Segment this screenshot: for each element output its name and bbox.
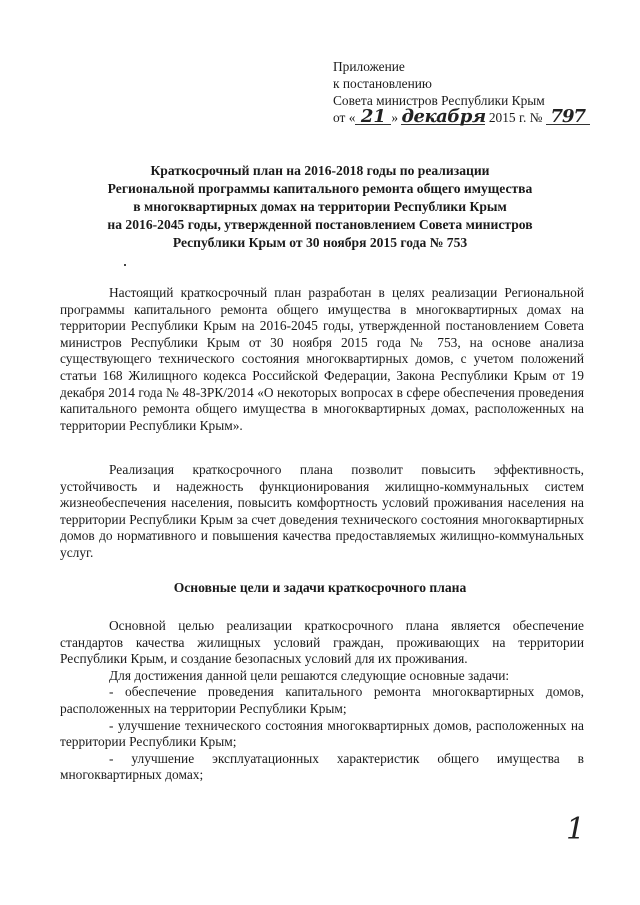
stray-mark bbox=[124, 264, 126, 266]
document-title bbox=[60, 162, 580, 252]
appendix-block bbox=[333, 58, 590, 126]
date-year: 2015 г. № bbox=[488, 110, 543, 125]
handwritten-month: декабря bbox=[401, 106, 486, 127]
handwritten-number: 797 bbox=[546, 110, 590, 125]
appendix-date-line bbox=[333, 106, 590, 127]
title-line: в многоквартирных домах на территории Республики Крым bbox=[133, 199, 507, 214]
date-mid: » bbox=[391, 110, 399, 125]
list-item: - обеспечение проведения капитального ремонта многоквартирных домов, расположенных на территории Республики Крым; bbox=[60, 684, 584, 716]
list-item: - улучшение эксплуатационных характеристик общего имущества в многоквартирных домах; bbox=[60, 750, 584, 783]
paragraph: Реализация краткосрочного плана позволит повысить эффективность, устойчивость и надежность функционирования жилищно-коммунальных систем жизнеобеспечения населения, повысить комфортность условий проживания населения на территории Республики Крым за счет доведения технического состояния многоквартирных домов до нормативного и повышения качества предоставляемых жилищно-коммунальных услуг. bbox=[60, 462, 584, 560]
goals-section bbox=[60, 618, 584, 784]
paragraph: Для достижения данной цели решаются следующие основные задачи: bbox=[109, 667, 510, 683]
handwritten-day: 21 bbox=[355, 110, 391, 125]
paragraph: Основной целью реализации краткосрочного плана является обеспечение стандартов качества жилищных условий граждан, проживающих на территории Республики Крым, и создание безопасных условий для их проживания. bbox=[60, 618, 584, 667]
page-number: 1 bbox=[566, 812, 586, 847]
appendix-line: Приложение bbox=[333, 59, 405, 74]
intro-section-2 bbox=[60, 462, 584, 562]
appendix-line: Совета министров Республики Крым bbox=[333, 93, 545, 108]
date-prefix: от « bbox=[333, 110, 356, 125]
paragraph: Настоящий краткосрочный план разработан в целях реализации Региональной программы капитального ремонта общего имущества в многоквартирных домах на территории Республики Крым на 2016-2045 годы, утвержденной постановлением Совета министров Республики Крым от 30 ноября 2015 года № 753, на основе анализа существующего технического состояния многоквартирных домов, с учетом положений статьи 168 Жилищного кодекса Российской Федерации, Закона Республики Крым от 19 декабря 2014 года № 48-ЗРК/2014 «О некоторых вопросах в сфере обеспечения проведения капитального ремонта общего имущества в многоквартирных домах, расположенных на территории Республики Крым». bbox=[60, 285, 584, 433]
title-line: Краткосрочный план на 2016-2018 годы по реализации bbox=[150, 163, 490, 178]
intro-section bbox=[60, 285, 584, 434]
title-line: на 2016-2045 годы, утвержденной постановлением Совета министров bbox=[107, 217, 533, 232]
title-line: Региональной программы капитального ремонта общего имущества bbox=[107, 181, 533, 196]
title-line: Республики Крым от 30 ноября 2015 года № 753 bbox=[172, 235, 468, 250]
list-item: - улучшение технического состояния многоквартирных домов, расположенных на территории Республики Крым; bbox=[60, 717, 584, 750]
appendix-line: к постановлению bbox=[333, 76, 432, 91]
section-heading: Основные цели и задачи краткосрочного плана bbox=[173, 580, 467, 595]
